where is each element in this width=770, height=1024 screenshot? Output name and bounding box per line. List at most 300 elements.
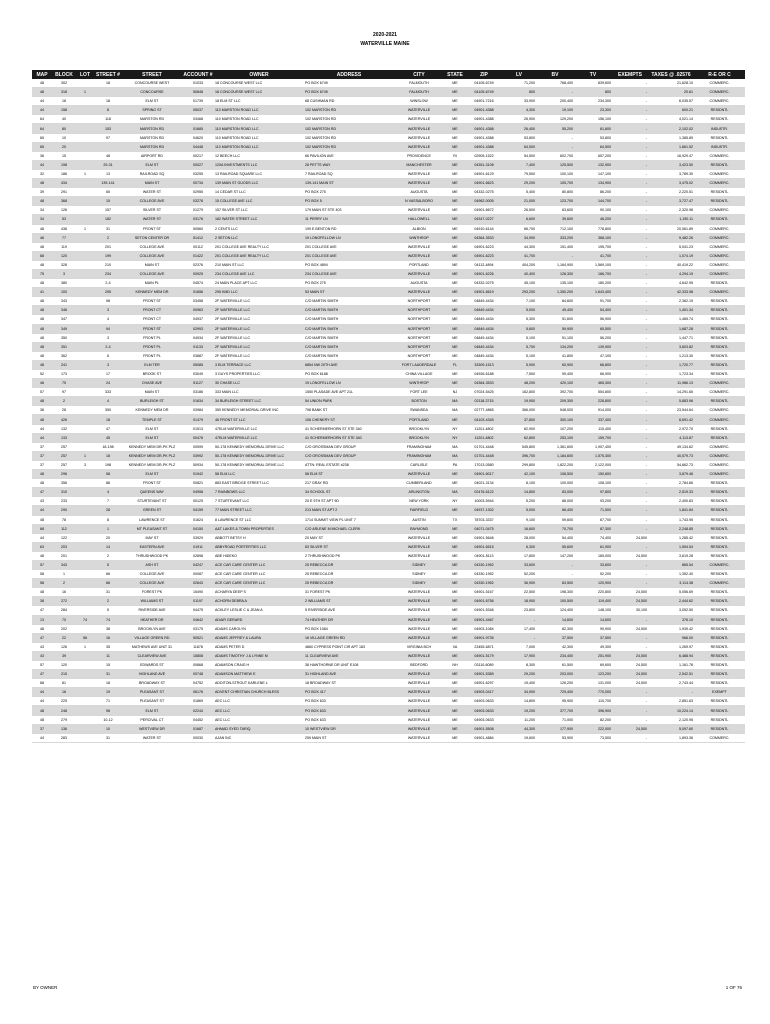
table-cell: ABBYROAD PORTERTIES LLC bbox=[214, 542, 304, 551]
table-cell: 209,300 bbox=[536, 397, 574, 406]
table-cell: SILVER ST bbox=[122, 206, 182, 215]
table-cell bbox=[76, 124, 94, 133]
table-cell: 24,500 bbox=[612, 624, 648, 633]
table-cell: MARSTON RD bbox=[122, 124, 182, 133]
table-cell: 233 bbox=[52, 497, 76, 506]
table-cell bbox=[76, 479, 94, 488]
table-cell: 31 HIGHLAND AVE bbox=[304, 670, 394, 679]
table-cell: ME bbox=[444, 288, 466, 297]
table-cell: RESIDNTL bbox=[694, 324, 745, 333]
table-cell bbox=[76, 342, 94, 351]
table-cell: ME bbox=[444, 333, 466, 342]
table-cell: 1,575,300 bbox=[574, 451, 612, 460]
table-cell: 70,700 bbox=[536, 524, 574, 533]
table-cell: ME bbox=[444, 297, 466, 306]
table-row bbox=[32, 151, 745, 160]
table-cell: PO BOX 275 bbox=[304, 188, 394, 197]
table-cell: COMMERC. bbox=[694, 442, 745, 451]
table-cell: 392,700 bbox=[536, 388, 574, 397]
table-cell: 44 bbox=[32, 433, 52, 442]
table-cell bbox=[76, 570, 94, 579]
table-cell: RAILROAD SQ bbox=[122, 169, 182, 178]
table-cell: PA bbox=[444, 460, 466, 469]
table-cell: 48 bbox=[32, 224, 52, 233]
table-cell: - bbox=[612, 415, 648, 424]
table-cell: 290 bbox=[52, 506, 76, 515]
table-row bbox=[32, 706, 745, 715]
table-cell: 98 bbox=[94, 706, 122, 715]
table-cell: 20 MAY ST bbox=[304, 533, 394, 542]
table-cell: ME bbox=[444, 733, 466, 742]
table-row bbox=[32, 106, 745, 115]
table-cell: NJ bbox=[444, 388, 466, 397]
table-cell: MA bbox=[444, 442, 466, 451]
table-cell: 108,100 bbox=[574, 479, 612, 488]
table-cell: 48 bbox=[32, 79, 52, 88]
table-cell: 2-4 bbox=[94, 342, 122, 351]
table-cell: 03458 bbox=[182, 297, 214, 306]
table-row bbox=[32, 551, 745, 560]
table-cell: ELM ST bbox=[122, 424, 182, 433]
table-cell: 48 bbox=[32, 324, 52, 333]
table-cell: 133 bbox=[52, 433, 76, 442]
table-cell: 4 bbox=[94, 397, 122, 406]
table-cell: 47ELM WATERVILLE LLC bbox=[214, 424, 304, 433]
table-cell: 162,800 bbox=[502, 388, 536, 397]
table-cell: 10 bbox=[52, 133, 76, 142]
table-cell: ME bbox=[444, 570, 466, 579]
table-cell: BROOK ST bbox=[122, 370, 182, 379]
table-cell: 914,000 bbox=[574, 406, 612, 415]
table-cell: RESIDNTL bbox=[694, 433, 745, 442]
table-cell: 04901-9735 bbox=[466, 633, 502, 642]
table-cell: 119 bbox=[52, 242, 76, 251]
table-cell: ME bbox=[444, 169, 466, 178]
table-cell: 37 bbox=[32, 442, 52, 451]
table-cell: 1,720.77 bbox=[648, 360, 694, 369]
table-cell: 53,900 bbox=[536, 733, 574, 742]
table-cell: 04901-5646 bbox=[466, 533, 502, 542]
table-cell: 58 bbox=[94, 470, 122, 479]
table-cell: 64 bbox=[32, 124, 52, 133]
table-cell: RESIDNTL bbox=[694, 497, 745, 506]
table-cell: ME bbox=[444, 688, 466, 697]
table-cell: - bbox=[536, 142, 574, 151]
table-cell: 36,900 bbox=[502, 579, 536, 588]
table-cell: 118 bbox=[94, 115, 122, 124]
table-cell bbox=[76, 406, 94, 415]
table-cell: MANCHESTER bbox=[394, 160, 444, 169]
table-cell: 41 SCHERMERHORN ST STE 340 bbox=[304, 433, 394, 442]
table-cell: - bbox=[612, 460, 648, 469]
table-cell: 04105-6749 bbox=[466, 88, 502, 97]
table-cell: 54,500 bbox=[502, 151, 536, 160]
table-cell: 18,900 bbox=[502, 597, 536, 606]
table-cell: AJAN INC bbox=[214, 733, 304, 742]
column-header: LV bbox=[502, 70, 536, 79]
table-cell: 347 bbox=[52, 315, 76, 324]
table-cell bbox=[76, 506, 94, 515]
table-cell: 29,200 bbox=[502, 670, 536, 679]
table-cell: 10-12 bbox=[94, 715, 122, 724]
table-cell: FRONT PL bbox=[122, 351, 182, 360]
table-row bbox=[32, 633, 745, 642]
table-row bbox=[32, 142, 745, 151]
table-row bbox=[32, 115, 745, 124]
table-cell: 61,500 bbox=[536, 661, 574, 670]
table-cell: - bbox=[612, 151, 648, 160]
table-cell: 132,900 bbox=[574, 160, 612, 169]
table-cell: 04330-1952 bbox=[466, 579, 502, 588]
table-cell: 46,200 bbox=[574, 215, 612, 224]
table-cell: 18 bbox=[94, 415, 122, 424]
table-cell: 78703-3337 bbox=[466, 515, 502, 524]
table-cell: - bbox=[612, 215, 648, 224]
table-cell: 5,100 bbox=[502, 351, 536, 360]
table-row bbox=[32, 397, 745, 406]
table-cell: 7,500 bbox=[502, 370, 536, 379]
table-cell: 241 bbox=[52, 360, 76, 369]
table-cell: RESIDNTL bbox=[694, 306, 745, 315]
table-cell bbox=[76, 233, 94, 242]
table-cell: 03176 bbox=[182, 215, 214, 224]
table-cell: 44 bbox=[32, 688, 52, 697]
table-cell: - bbox=[612, 360, 648, 369]
table-cell: 34 BURLEIGH STREET LLC bbox=[214, 397, 304, 406]
table-cell: WINTHROP bbox=[394, 379, 444, 388]
table-row bbox=[32, 651, 745, 660]
table-cell bbox=[76, 551, 94, 560]
table-cell: 99,900 bbox=[574, 624, 612, 633]
table-cell: RESIDNTL bbox=[694, 597, 745, 606]
table-cell: WATERVILLE bbox=[394, 242, 444, 251]
table-cell: 30 CHASE LLC bbox=[214, 379, 304, 388]
table-cell: HEATHER DR bbox=[122, 615, 182, 624]
table-cell: 93,200 bbox=[574, 497, 612, 506]
table-cell: 33,900 bbox=[502, 97, 536, 106]
table-cell: EXEMPT bbox=[694, 688, 745, 697]
table-cell: 1 bbox=[76, 451, 94, 460]
assessment-table bbox=[32, 70, 745, 743]
table-cell: 3 bbox=[52, 269, 76, 278]
table-cell: 1,161.78 bbox=[648, 661, 694, 670]
table-cell: - bbox=[612, 133, 648, 142]
table-cell: 5,300 bbox=[502, 315, 536, 324]
table-cell bbox=[76, 670, 94, 679]
table-cell: RESIDNTL bbox=[694, 370, 745, 379]
table-cell: 24,500 bbox=[612, 679, 648, 688]
table-cell: 2 bbox=[94, 551, 122, 560]
table-cell: 883 EAST BRIDGE STREET LLC bbox=[214, 479, 304, 488]
table-cell: NORTHPORT bbox=[394, 306, 444, 315]
table-cell bbox=[76, 206, 94, 215]
table-cell: 65 bbox=[94, 188, 122, 197]
table-cell: RESIDNTL bbox=[694, 133, 745, 142]
table-cell: 03049 bbox=[182, 370, 214, 379]
table-cell: 257 bbox=[52, 442, 76, 451]
table-cell: CONCOURSE bbox=[122, 88, 182, 97]
table-cell: - bbox=[612, 442, 648, 451]
table-cell: 1,269.97 bbox=[648, 642, 694, 651]
table-cell: FRONT CT bbox=[122, 306, 182, 315]
table-cell: 159,700 bbox=[574, 433, 612, 442]
table-cell: 10 bbox=[94, 724, 122, 733]
table-cell: 102 MARSTON RD bbox=[304, 142, 394, 151]
table-cell: 7 RAINBOWS LLC bbox=[214, 488, 304, 497]
table-cell: PERCIVAL CT bbox=[122, 715, 182, 724]
table-cell: 48 bbox=[32, 624, 52, 633]
table-cell: INDUSTR. bbox=[694, 124, 745, 133]
table-cell: RESIDNTL bbox=[694, 588, 745, 597]
table-cell: 299,800 bbox=[502, 460, 536, 469]
table-cell: NORTHPORT bbox=[394, 342, 444, 351]
table-cell: ADDITON-STROUT KARLENE L bbox=[214, 679, 304, 688]
table-cell: 50-178 KENNEDY MEMORIAL DRIVE LLC bbox=[214, 442, 304, 451]
table-cell: 1,184,600 bbox=[536, 451, 574, 460]
table-cell: 48 bbox=[94, 151, 122, 160]
table-cell: 8,691.42 bbox=[648, 415, 694, 424]
table-cell: 7 bbox=[94, 497, 122, 506]
table-cell: - bbox=[612, 97, 648, 106]
table-cell: 10 WESTVIEW DR bbox=[304, 724, 394, 733]
table-cell: 04330-1952 bbox=[466, 560, 502, 569]
table-cell: 222,000 bbox=[574, 724, 612, 733]
table-cell: WATERVILLE bbox=[394, 269, 444, 278]
table-cell: 23,544.64 bbox=[648, 406, 694, 415]
table-cell: 04937-1302 bbox=[466, 506, 502, 515]
table-header-row bbox=[32, 70, 745, 79]
table-cell: 3,423.50 bbox=[648, 160, 694, 169]
table-cell: C/O ARLENE M MICHAEL CLERK bbox=[304, 524, 394, 533]
table-cell: 00030 bbox=[182, 733, 214, 742]
table-cell: 70 bbox=[52, 615, 76, 624]
table-cell: 04901-5346 bbox=[466, 606, 502, 615]
table-cell: 198 bbox=[94, 460, 122, 469]
table-cell: 53,800 bbox=[502, 133, 536, 142]
table-cell: 657,200 bbox=[574, 151, 612, 160]
table-cell: ASH ST bbox=[122, 560, 182, 569]
table-cell: PLEASANT ST bbox=[122, 697, 182, 706]
table-cell: 4 bbox=[94, 488, 122, 497]
table-cell bbox=[76, 370, 94, 379]
table-cell: 66 PAVILION AVE bbox=[304, 151, 394, 160]
table-cell: 48 bbox=[32, 715, 52, 724]
table-cell: COMMERC. bbox=[694, 97, 745, 106]
table-cell: PO BOX 417 bbox=[304, 688, 394, 697]
table-cell: NORTHPORT bbox=[394, 351, 444, 360]
table-cell: ME bbox=[444, 679, 466, 688]
table-cell: 19,600 bbox=[502, 733, 536, 742]
table-cell: WATERVILLE bbox=[394, 615, 444, 624]
table-cell: 5 RIVERSIDE AVE bbox=[304, 606, 394, 615]
table-cell: 20 bbox=[52, 142, 76, 151]
table-cell: - bbox=[612, 542, 648, 551]
table-cell: 310 bbox=[52, 488, 76, 497]
table-cell: RESIDNTL bbox=[694, 661, 745, 670]
table-cell: 04105-6749 bbox=[466, 79, 502, 88]
table-cell: C/O MARTIN SMITH bbox=[304, 306, 394, 315]
table-cell: 3 bbox=[94, 333, 122, 342]
table-cell: 18-198 bbox=[94, 442, 122, 451]
table-cell: 16,929.47 bbox=[648, 151, 694, 160]
table-cell: - bbox=[612, 524, 648, 533]
table-cell bbox=[76, 706, 94, 715]
table-cell: 768,400 bbox=[536, 79, 574, 88]
table-cell: 91,700 bbox=[574, 297, 612, 306]
table-cell: ME bbox=[444, 715, 466, 724]
table-row bbox=[32, 233, 745, 242]
table-cell: 04901-6226 bbox=[466, 269, 502, 278]
table-cell: 1,213.30 bbox=[648, 351, 694, 360]
table-cell: SIDNEY bbox=[394, 570, 444, 579]
table-cell: C/O MARTIN SMITH bbox=[304, 315, 394, 324]
table-cell: 43 bbox=[32, 651, 52, 660]
table-cell: 48 bbox=[32, 279, 52, 288]
table-cell: BROOKLYN bbox=[394, 433, 444, 442]
table-cell: 5,041.23 bbox=[648, 242, 694, 251]
table-cell: 41,700 bbox=[574, 251, 612, 260]
table-cell: ARLINGTON bbox=[394, 488, 444, 497]
table-cell: RESIDNTL bbox=[694, 679, 745, 688]
table-cell: 112 bbox=[52, 524, 76, 533]
table-cell: COMMERC. bbox=[694, 560, 745, 569]
table-cell: WATERVILLE bbox=[394, 688, 444, 697]
table-cell: 44 bbox=[32, 733, 52, 742]
table-cell: 02118-3715 bbox=[466, 397, 502, 406]
table-cell bbox=[76, 560, 94, 569]
table-cell: COMMERC. bbox=[694, 179, 745, 188]
table-row bbox=[32, 661, 745, 670]
table-cell: RESIDNTL bbox=[694, 570, 745, 579]
table-cell: MARSTON RD bbox=[122, 142, 182, 151]
table-cell bbox=[94, 88, 122, 97]
table-cell: 04901-4388 bbox=[466, 124, 502, 133]
table-cell: - bbox=[612, 497, 648, 506]
table-cell: 04901-4388 bbox=[466, 142, 502, 151]
table-cell: 6854 NW 20TH AVE bbox=[304, 360, 394, 369]
table-cell bbox=[76, 688, 94, 697]
table-row bbox=[32, 79, 745, 88]
column-header: STATE bbox=[444, 70, 466, 79]
table-cell: 5 bbox=[94, 560, 122, 569]
table-cell: 33309-1513 bbox=[466, 360, 502, 369]
table-cell: ALBION bbox=[394, 224, 444, 233]
table-cell: 966.00 bbox=[648, 633, 694, 642]
table-cell: KENNEDY MEM DR bbox=[122, 406, 182, 415]
table-cell: 04901-4467 bbox=[466, 615, 502, 624]
table-cell: 52 bbox=[32, 370, 52, 379]
table-cell: - bbox=[612, 169, 648, 178]
table-cell: 102 MARSTON RD bbox=[304, 106, 394, 115]
table-cell: 2,400.83 bbox=[648, 497, 694, 506]
table-cell: 2,122,000 bbox=[574, 460, 612, 469]
table-cell: 1550 PLASADE AVE APT 21L bbox=[304, 388, 394, 397]
table-cell: 01911 bbox=[182, 542, 214, 551]
table-cell bbox=[76, 515, 94, 524]
table-cell: 215 bbox=[52, 670, 76, 679]
table-cell: 1,594.54 bbox=[648, 542, 694, 551]
table-cell: 1,723.34 bbox=[648, 370, 694, 379]
table-cell: RESIDNTL bbox=[694, 706, 745, 715]
table-cell: 03175 bbox=[182, 624, 214, 633]
table-cell: PO BOX 6749 bbox=[304, 79, 394, 88]
table-cell: 47 bbox=[94, 424, 122, 433]
table-cell: 28 bbox=[94, 506, 122, 515]
table-cell: 2,542.51 bbox=[648, 670, 694, 679]
table-row bbox=[32, 533, 745, 542]
table-cell: 100,000 bbox=[536, 479, 574, 488]
table-cell: 15808 bbox=[182, 651, 214, 660]
table-cell: COMMERC. bbox=[694, 88, 745, 97]
table-cell: 28 PETTS WAY bbox=[304, 160, 394, 169]
table-cell: RESIDNTL bbox=[694, 542, 745, 551]
table-cell: - bbox=[536, 88, 574, 97]
table-cell: 16 VILLAGE GREEN RD bbox=[304, 633, 394, 642]
table-cell: 77 bbox=[52, 233, 76, 242]
table-cell bbox=[76, 106, 94, 115]
table-cell: 123,700 bbox=[536, 197, 574, 206]
table-cell: - bbox=[612, 115, 648, 124]
table-cell: C/O MARTIN SMITH bbox=[304, 351, 394, 360]
table-row bbox=[32, 133, 745, 142]
table-cell: 16 bbox=[52, 688, 76, 697]
table-cell: RESIDNTL bbox=[694, 279, 745, 288]
table-cell: 04849-4434 bbox=[466, 324, 502, 333]
table-cell: 102 MARSTON RD bbox=[304, 124, 394, 133]
table-cell: 17,900 bbox=[502, 651, 536, 660]
table-cell: 97,800 bbox=[574, 488, 612, 497]
table-cell: 7,400 bbox=[502, 160, 536, 169]
table-cell: ME bbox=[444, 115, 466, 124]
table-cell: AEC LLC bbox=[214, 715, 304, 724]
table-cell: 88,000 bbox=[536, 497, 574, 506]
table-row bbox=[32, 124, 745, 133]
table-row bbox=[32, 360, 745, 369]
table-cell bbox=[76, 588, 94, 597]
table-cell: 2,120.95 bbox=[648, 715, 694, 724]
table-cell: ME bbox=[444, 724, 466, 733]
table-cell: 225 bbox=[52, 697, 76, 706]
table-cell: 54,662.73 bbox=[648, 460, 694, 469]
table-cell: 00868 bbox=[182, 661, 214, 670]
table-cell: 337,400 bbox=[574, 415, 612, 424]
table-cell: CONCOURSE WEST bbox=[122, 79, 182, 88]
table-cell: 87,300 bbox=[574, 524, 612, 533]
table-cell: 44 bbox=[32, 424, 52, 433]
table-cell: 63,600 bbox=[536, 206, 574, 215]
table-cell: 47ELM WATERVILLE LLC bbox=[214, 433, 304, 442]
table-cell: 01656 bbox=[182, 288, 214, 297]
table-cell: 80 bbox=[52, 124, 76, 133]
table-cell: 2,784.66 bbox=[648, 479, 694, 488]
table-cell: 39 bbox=[52, 651, 76, 660]
table-cell: 800 bbox=[574, 88, 612, 97]
table-cell: 01942 bbox=[182, 470, 214, 479]
table-cell: 04364-3533 bbox=[466, 379, 502, 388]
table-cell: ME bbox=[444, 633, 466, 642]
table-cell: 04903-0633 bbox=[466, 715, 502, 724]
table-cell bbox=[76, 351, 94, 360]
column-header: LOT bbox=[76, 70, 94, 79]
table-cell: 100 bbox=[52, 288, 76, 297]
table-cell: 48 bbox=[32, 297, 52, 306]
table-cell: 100,500 bbox=[536, 597, 574, 606]
table-row bbox=[32, 479, 745, 488]
table-cell: RESIDNTL bbox=[694, 115, 745, 124]
table-cell: 396,900 bbox=[574, 706, 612, 715]
table-cell: 120 bbox=[52, 661, 76, 670]
column-header: ZIP bbox=[466, 70, 502, 79]
